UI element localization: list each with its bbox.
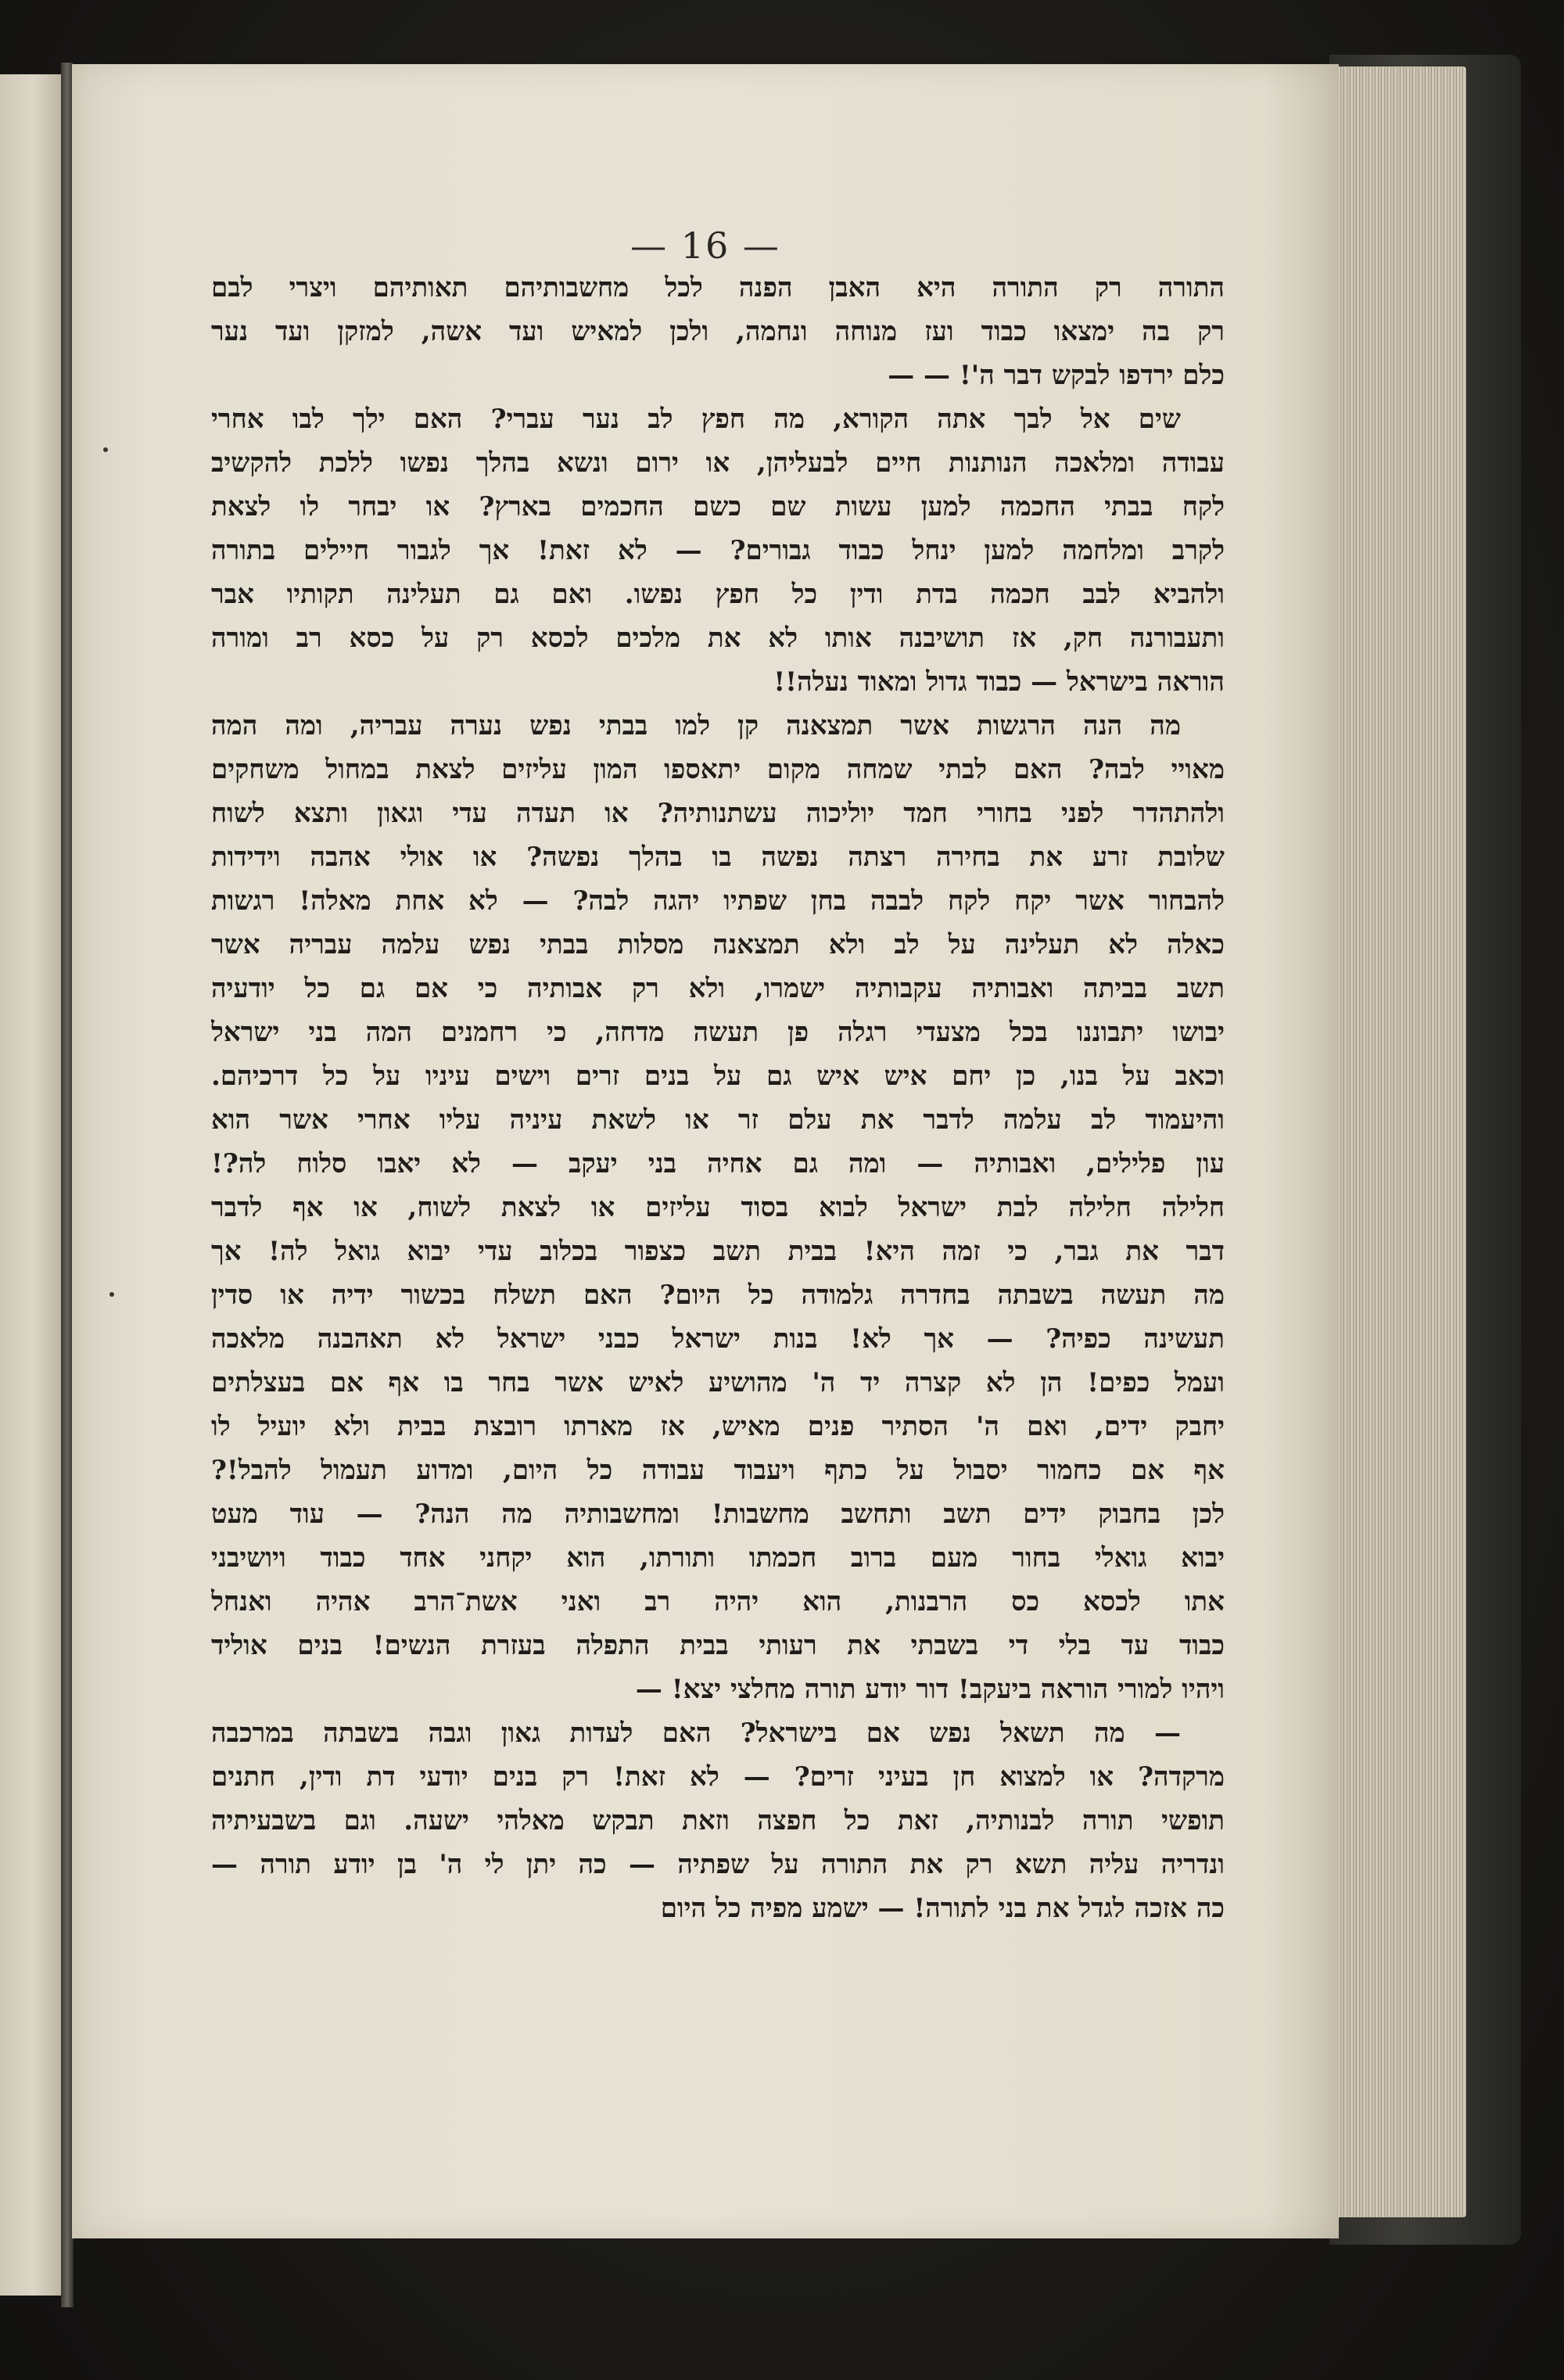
text-line: הוראה בישראל — כבוד גדול ומאוד נעלה!! xyxy=(773,666,1225,698)
text-line: ויהיו למורי הוראה ביעקב! דור יודע תורה מחלצי יצא! — xyxy=(635,1674,1225,1705)
text-line: כאלה לא תעלינה על לב ולא תמצאנה מסלות בבתי נפש עלמה עבריה אשר xyxy=(211,929,1225,960)
text-line: תשב בביתה ואבותיה עקבותיה ישמרו, ולא רק אבותיה כי אם גם כל יודעיה xyxy=(211,973,1225,1004)
text-line: מרקדה? או למצוא חן בעיני זרים? — לא זאת! רק בנים יודעי דת ודין, חתנים xyxy=(211,1761,1225,1793)
text-line: כלם ירדפו לבקש דבר ה'! — — xyxy=(888,360,1225,391)
text-line: כבוד עד בלי די בשבתי את רעותי בבית התפלה בעזרת הנשים! בנים אוליד xyxy=(211,1630,1225,1661)
text-line: עון פלילים, ואבותיה — ומה גם אחיה בני יעקב — לא יאבו סלוח לה?! xyxy=(211,1148,1225,1179)
text-line: דבר את גבר, כי זמה היא! בבית תשב כצפור בכלוב עדי יבוא גואל לה! אך xyxy=(211,1236,1225,1267)
text-line: אתו לכסא כס הרבנות, הוא יהיה רב ואני אשת־הרב אהיה ואנחל xyxy=(211,1586,1225,1617)
text-line: — מה תשאל נפש אם בישראל? האם לעדות גאון וגבה בשבתה במרכבה xyxy=(211,1718,1181,1749)
text-line: לקרב ומלחמה למען ינחל כבוד גבורים? — לא זאת! אך לגבור חיילים בתורה xyxy=(211,535,1225,566)
text-line: לקח בבתי החכמה למען עשות שם כשם החכמים בארץ? או יבחר לו לצאת xyxy=(211,491,1225,522)
ink-speck xyxy=(103,447,108,452)
text-line: רק בה ימצאו כבוד ועז מנוחה ונחמה, ולכן למאיש ועד אשה, למזקן ועד נער xyxy=(211,316,1225,347)
text-line: מה תעשה בשבתה בחדרה גלמודה כל היום? האם תשלח בכשור ידיה או סדין xyxy=(211,1280,1225,1311)
text-line: ונדריה עליה תשא רק את התורה על שפתיה — כה יתן לי ה' בן יודע תורה — xyxy=(211,1849,1225,1880)
text-line: ותעבורנה חק, אז תושיבנה אותו לא את מלכים לכסא רק על כסא רב ומורה xyxy=(211,623,1225,654)
ink-speck xyxy=(109,1292,114,1297)
text-line: יבושו יתבוננו בכל מצעדי רגלה פן תעשה מדחה, כי רחמנים המה בני ישראל xyxy=(211,1017,1225,1048)
book-page xyxy=(72,64,1339,2238)
text-line: לכן בחבוק ידים תשב ותחשב מחשבות! ומחשבותיה מה הנה? — עוד מעט xyxy=(211,1499,1225,1530)
text-line: אף אם כחמור יסבול על כתף ויעבוד עבודה כל היום, ומדוע תעמול להבל!? xyxy=(211,1455,1225,1486)
text-line: להבחור אשר יקח לקח לבבה בחן שפתיו יהגה לבה? — לא אחת מאלה! רגשות xyxy=(211,885,1225,917)
text-line: עבודה ומלאכה הנותנות חיים לבעליהן, או ירום ונשא בהלך נפשו ללכת להקשיב xyxy=(211,447,1225,479)
text-line: כה אזכה לגדל את בני לתורה! — ישמע מפיה כל היום xyxy=(660,1893,1225,1924)
text-line: מאויי לבה? האם לבתי שמחה מקום יתאספו המון עליזים לצאת במחול משחקים xyxy=(211,754,1225,785)
text-line: ולהתהדר לפני בחורי חמד יוליכוה עשתנותיה? או תעדה עדי וגאון ותצא לשוח xyxy=(211,798,1225,829)
text-line: התורה רק התורה היא האבן הפנה לכל מחשבותיהם תאותיהם ויצרי לבם xyxy=(211,272,1225,303)
text-line: ועמל כפים! הן לא קצרה יד ה' מהושיע לאיש אשר בחר בו אף אם בעצלתים xyxy=(211,1367,1225,1398)
text-line: וכאב על בנו, כן יחם איש איש גם על בנים זרים וישים עיניו על כל דרכיהם. xyxy=(211,1061,1225,1092)
text-line: ולהביא לבב חכמה בדת ודין כל חפץ נפשו. ואם גם תעלינה תקותיו אבר xyxy=(211,579,1225,610)
text-line: והיעמוד לב עלמה לדבר את עלם זר או לשאת עיניה עליו אחרי אשר הוא xyxy=(211,1104,1225,1136)
page-number: — 16 — xyxy=(630,224,780,267)
text-line: שלובת זרע את בחירה רצתה נפשה בו בהלך נפשה? או אולי אהבה וידידות xyxy=(211,842,1225,873)
text-line: חלילה חלילה לבת ישראל לבוא בסוד עליזים או לצאת לשוח, או אף לדבר xyxy=(211,1192,1225,1223)
text-line: יבוא גואלי בחור מעם ברוב חכמתו ותורתו, הוא יקחני אחד כבוד ויושיבני xyxy=(211,1542,1225,1574)
previous-page-edge xyxy=(0,74,63,2296)
text-block xyxy=(211,266,1225,1930)
text-line: מה הנה הרגשות אשר תמצאנה קן למו בבתי נפש נערה עבריה, ומה המה xyxy=(211,710,1181,741)
text-line: תופשי תורה לבנותיה, זאת כל חפצה וזאת תבקש מאלהי ישעה. וגם בשבעיתיה xyxy=(211,1805,1225,1836)
text-line: תעשינה כפיה? — אך לא! בנות ישראל כבני ישראל לא תאהבנה מלאכה xyxy=(211,1323,1225,1355)
text-line: שים אל לבך אתה הקורא, מה חפץ לב נער עברי? האם ילך לבו אחרי xyxy=(211,404,1181,435)
text-line: יחבק ידים, ואם ה' הסתיר פנים מאיש, אז מארתו רובצת בבית ולא יועיל לו xyxy=(211,1411,1225,1442)
